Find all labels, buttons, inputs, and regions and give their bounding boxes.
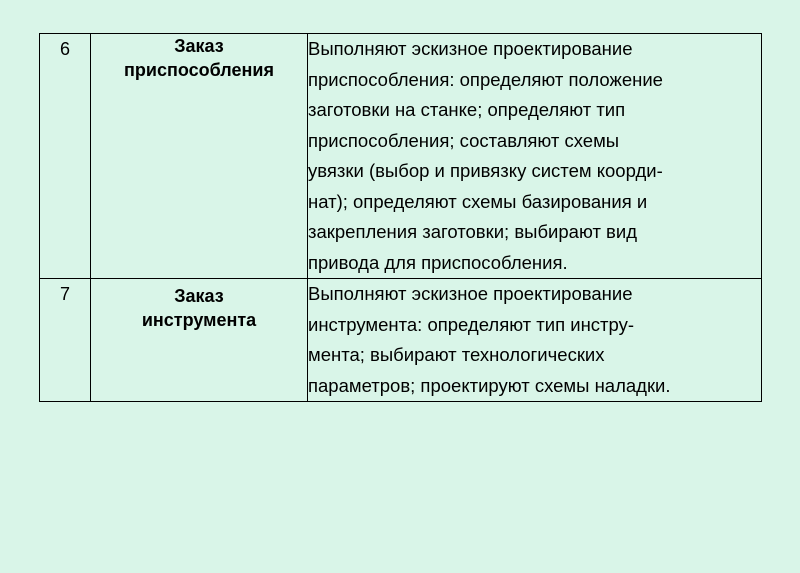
row-number-cell xyxy=(40,34,91,279)
stage-name-line: приспособления xyxy=(124,60,274,80)
description-line: закрепления заготовки; выбирают вид xyxy=(308,221,638,242)
stage-description-cell xyxy=(308,279,762,402)
stage-description-cell xyxy=(308,34,762,279)
description-line: заготовки на станке; определяют тип xyxy=(308,99,626,120)
description-line: привода для приспособления. xyxy=(308,251,568,273)
stage-name-cell xyxy=(91,34,308,279)
description-line: параметров; проектируют схемы наладки. xyxy=(308,374,671,396)
stage-name-line: Заказ xyxy=(174,36,224,56)
description-line: приспособления; составляют схемы xyxy=(308,129,620,151)
description-line: увязки (выбор и привязку систем коорди- xyxy=(308,160,663,181)
table-row xyxy=(40,279,762,402)
table-row xyxy=(40,34,762,279)
description-line: Выполняют эскизное проектирование xyxy=(308,38,633,59)
row-number-cell xyxy=(40,279,91,402)
description-line: мента; выбирают технологических xyxy=(308,344,605,365)
stage-name-line: инструмента xyxy=(141,310,257,330)
stage-name-line: Заказ xyxy=(174,286,224,306)
description-line: нат); определяют схемы базирования и xyxy=(308,190,648,212)
stage-name-cell xyxy=(91,279,308,402)
description-line: инструмента: определяют тип инстру- xyxy=(308,313,635,335)
row-number: 6 xyxy=(59,39,70,59)
row-number: 7 xyxy=(59,284,70,304)
process-table xyxy=(39,33,762,402)
description-line: Выполняют эскизное проектирование xyxy=(308,283,633,304)
description-line: приспособления: определяют положение xyxy=(308,68,663,90)
